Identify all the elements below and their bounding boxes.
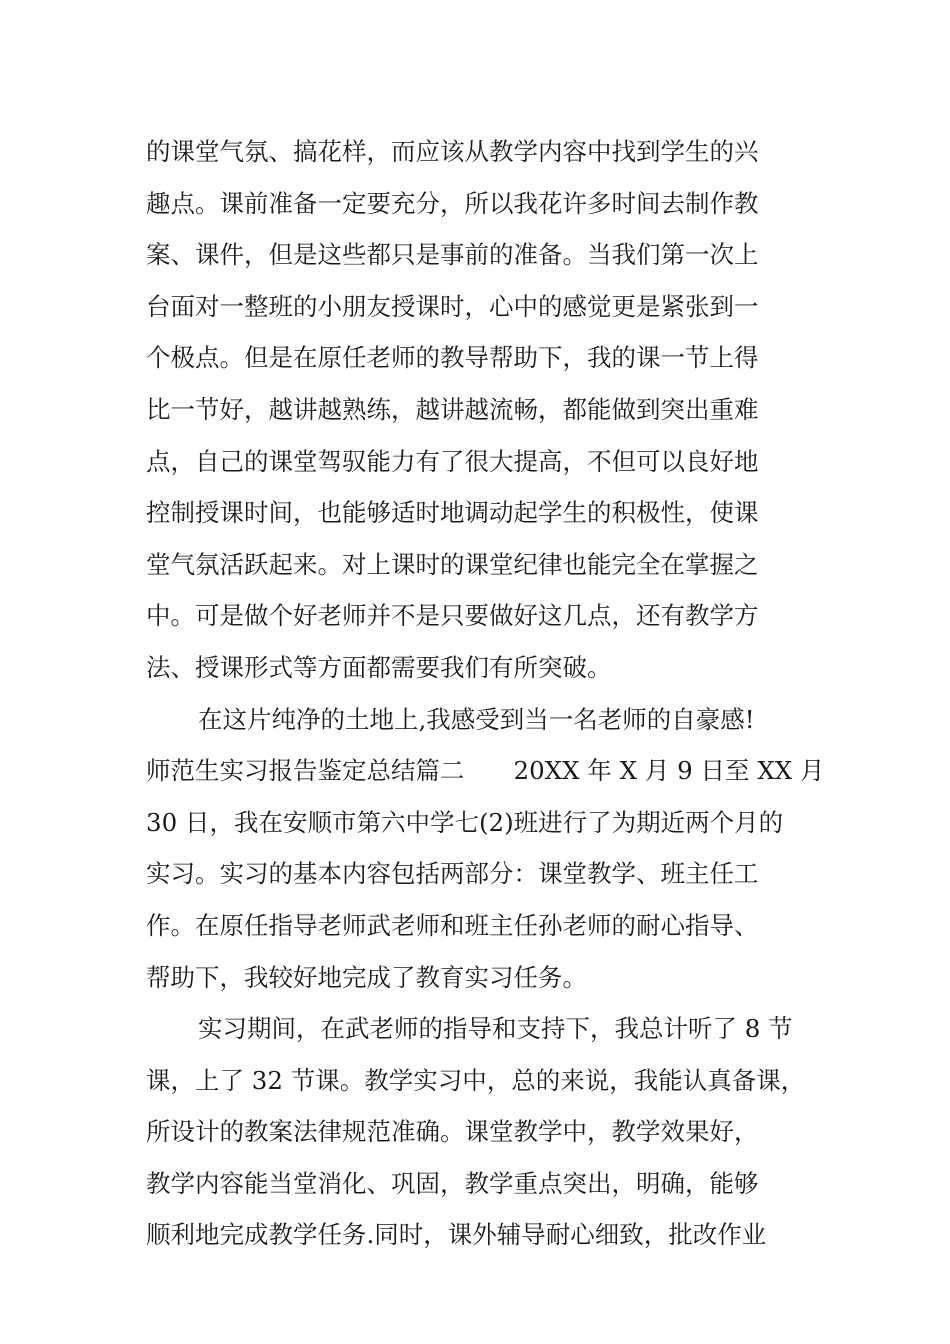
paragraph-start-line: 实习期间，在武老师的指导和支持下，我总计听了 8 节: [198, 1014, 793, 1044]
text-line: 的课堂气氛、搞花样，而应该从教学内容中找到学生的兴: [146, 137, 759, 166]
text-line: 实习。实习的基本内容包括两部分：课堂教学、班主任工: [146, 859, 759, 889]
paragraph-start-line: 在这片纯净的土地上,我感受到当一名老师的自豪感!: [198, 704, 755, 734]
text-line: 30 日，我在安顺市第六中学七(2)班进行了为期近两个月的: [146, 807, 784, 837]
text-line: 作。在原任指导老师武老师和班主任孙老师的耐心指导、: [146, 910, 759, 940]
text-line: 所设计的教案法律规范准确。课堂教学中，教学效果好，: [146, 1117, 759, 1147]
text-line: 案、课件，但是这些都只是事前的准备。当我们第一次上: [146, 240, 759, 270]
text-line: 个极点。但是在原任老师的教导帮助下，我的课一节上得: [146, 343, 759, 373]
text-line: 趣点。课前准备一定要充分，所以我花许多时间去制作教: [146, 188, 759, 218]
text-line: 帮助下，我较好地完成了教育实习任务。: [146, 962, 587, 992]
text-line: 比一节好，越讲越熟练，越讲越流畅，都能做到突出重难: [146, 394, 759, 424]
text-line: 课，上了 32 节课。教学实习中，总的来说，我能认真备课，: [146, 1065, 806, 1095]
text-line: 点，自己的课堂驾驭能力有了很大提高，不但可以良好地: [146, 446, 759, 476]
text-line: 法、授课形式等方面都需要我们有所突破。: [146, 652, 612, 682]
text-line: 台面对一整班的小朋友授课时，心中的感觉更是紧张到一: [146, 291, 759, 321]
text-line: 中。可是做个好老师并不是只要做好这几点，还有教学方: [146, 601, 759, 631]
text-line: 控制授课时间，也能够适时地调动起学生的积极性，使课: [146, 498, 759, 528]
text-line: 堂气氛活跃起来。对上课时的课堂纪律也能完全在掌握之: [146, 549, 759, 579]
document-body: [146, 128, 825, 1263]
section-heading-line: 师范生实习报告鉴定总结篇二 20XX 年 X 月 9 日至 XX 月: [146, 756, 825, 786]
text-line: 顺利地完成教学任务.同时，课外辅导耐心细致，批改作业: [146, 1220, 767, 1250]
text-line: 教学内容能当堂消化、巩固，教学重点突出，明确，能够: [146, 1168, 759, 1198]
